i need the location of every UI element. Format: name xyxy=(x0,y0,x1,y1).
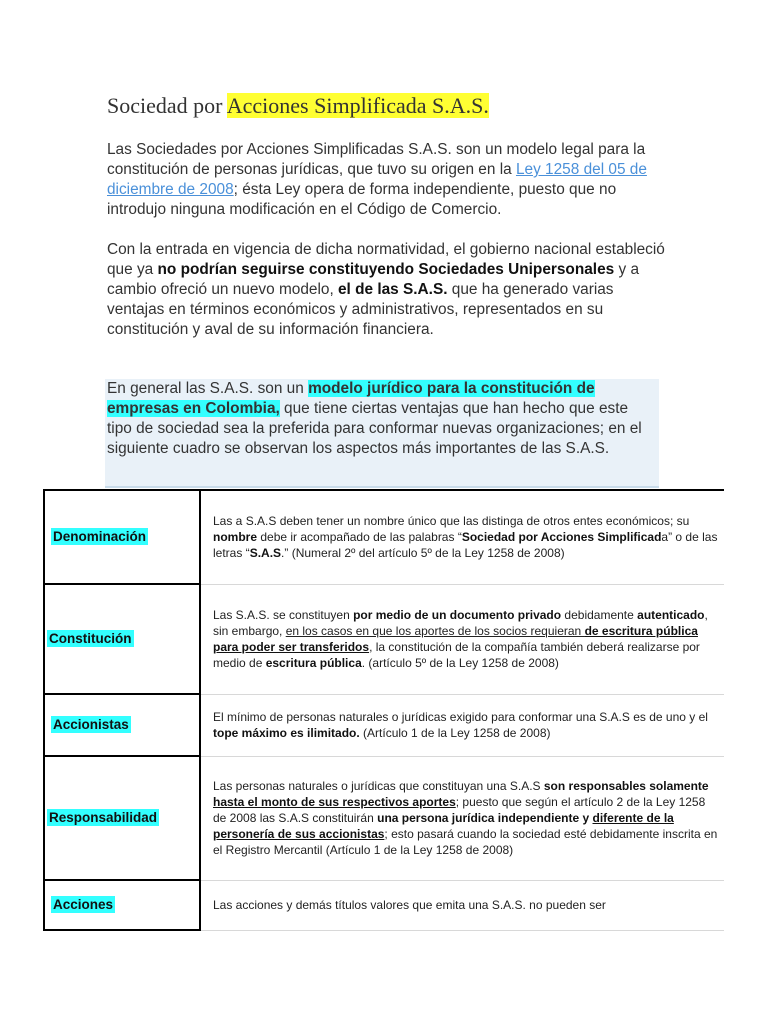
row2-text-1: Las S.A.S. se constituyen xyxy=(213,608,354,622)
table-row xyxy=(44,584,724,694)
p2-text-2: y a cambio ofreció un nuevo modelo, xyxy=(107,261,640,298)
table-row xyxy=(44,880,724,930)
p3-text-2: que tiene ciertas ventajas que han hecho que este tipo de sociedad sea la preferida para conformar nuevas organizaciones; en el siguiente cuadro se observan los aspectos más importantes de las S.A.S. xyxy=(107,400,642,457)
row1-text-2: debe ir acompañado de las palabras “ xyxy=(257,530,462,545)
row-label: Denominación xyxy=(53,529,147,544)
row3-text-1: El mínimo de personas naturales o jurídicas exigido para conformar una S.A.S es de uno y el xyxy=(213,710,708,724)
title-prefix: Sociedad por xyxy=(107,93,227,118)
sas-aspects-table xyxy=(43,489,724,931)
table-row xyxy=(44,490,724,584)
row2-bold-3: escritura pública xyxy=(265,656,362,670)
row1-bold-3: S.A.S xyxy=(249,546,282,561)
row-content xyxy=(200,694,724,756)
row1-text-4: .” (Numeral 2º del artículo 5º de la Ley 1258 de 2008) xyxy=(281,546,565,561)
law-link[interactable]: Ley 1258 del 05 de diciembre de 2008 xyxy=(107,161,647,198)
row2-text-5: . (artículo 5º de la Ley 1258 de 2008) xyxy=(361,656,559,670)
row4-bold-underline-1: hasta el monto de sus respectivos aportes xyxy=(213,795,456,809)
row1-text-1: Las a S.A.S deben tener un nombre único que las distinga de otros entes económicos; su xyxy=(213,514,690,529)
row-label-cell xyxy=(44,880,200,930)
row2-text-3: , sin embargo, xyxy=(213,608,708,638)
p3-text-1: En general las S.A.S. son un xyxy=(107,380,309,397)
row-label: Accionistas xyxy=(53,717,129,732)
row1-bold-1: nombre xyxy=(213,530,258,545)
row4-bold-1: son responsables solamente xyxy=(543,779,709,793)
table-row xyxy=(44,694,724,756)
row2-bold-1: por medio de un documento privado xyxy=(353,608,562,622)
p3-highlight: modelo jurídico para la constitución de empresas en Colombia, xyxy=(107,380,595,417)
p2-bold-2: el de las S.A.S. xyxy=(338,281,448,298)
row4-text-3: ; esto pasará cuando la sociedad esté debidamente inscrita en el Registro Mercantil (Artículo 1 de la Ley 1258 de 2008) xyxy=(213,827,718,857)
paragraph-intro xyxy=(107,140,667,220)
row1-bold-2: Sociedad por Acciones Simplificad xyxy=(461,530,662,545)
row-label-cell xyxy=(44,584,200,694)
row-content xyxy=(200,584,724,694)
row3-bold-1: tope máximo es ilimitado. xyxy=(213,726,360,740)
row-content xyxy=(200,880,724,930)
row-label-cell xyxy=(44,490,200,584)
row4-bold-2: una persona jurídica independiente y xyxy=(377,811,593,825)
row-content xyxy=(200,756,724,880)
table-row xyxy=(44,756,724,880)
row2-text-2: debidamente xyxy=(561,608,638,622)
row-content xyxy=(200,490,724,584)
paragraph-intro-text: Las Sociedades por Acciones Simplificadas S.A.S. son un modelo legal para la constitución de personas jurídicas, que tuvo su origen en la xyxy=(107,141,646,178)
p2-text-3: que ha generado varias ventajas en términos económicos y administrativos, representados en su constitución y aval de su información financiera. xyxy=(107,281,614,338)
paragraph-general xyxy=(105,379,659,488)
p2-text-1: Con la entrada en vigencia de dicha normatividad, el gobierno nacional estableció que ya xyxy=(107,241,665,278)
row-label: Acciones xyxy=(53,897,114,912)
paragraph-normativity xyxy=(107,240,667,340)
row1-text-3: a” o de las letras “ xyxy=(213,530,718,561)
row4-text-2: ; puesto que según el artículo 2 de la Ley 1258 de 2008 las S.A.S constituirán xyxy=(213,795,706,825)
row-label: Responsabilidad xyxy=(49,810,158,825)
row2-bold-underline-1: de escritura pública para poder ser transferidos xyxy=(213,624,698,654)
row4-text-1: Las personas naturales o jurídicas que constituyan una S.A.S xyxy=(213,779,544,793)
title-highlight: Acciones Simplificada S.A.S. xyxy=(226,93,489,118)
row2-text-4: , la constitución de la compañía también deberá realizarse por medio de xyxy=(213,640,700,670)
row2-underline-1: en los casos en que los aportes de los socios requieran xyxy=(285,624,585,638)
row-label-cell xyxy=(44,694,200,756)
page-title xyxy=(107,93,489,119)
row4-bold-underline-2: diferente de la personería de sus accionistas xyxy=(213,811,674,841)
row3-text-2: (Artículo 1 de la Ley 1258 de 2008) xyxy=(359,726,551,740)
row-label-cell xyxy=(44,756,200,880)
paragraph-intro-text-end: ; ésta Ley opera de forma independiente, puesto que no introdujo ninguna modificación en el Código de Comercio. xyxy=(107,181,617,218)
p2-bold-1: no podrían seguirse constituyendo Sociedades Unipersonales xyxy=(157,261,615,278)
row2-bold-2: autenticado xyxy=(637,608,705,622)
row5-text-1: Las acciones y demás títulos valores que emita una S.A.S. no pueden ser xyxy=(213,898,606,912)
row-label: Constitución xyxy=(49,631,132,646)
